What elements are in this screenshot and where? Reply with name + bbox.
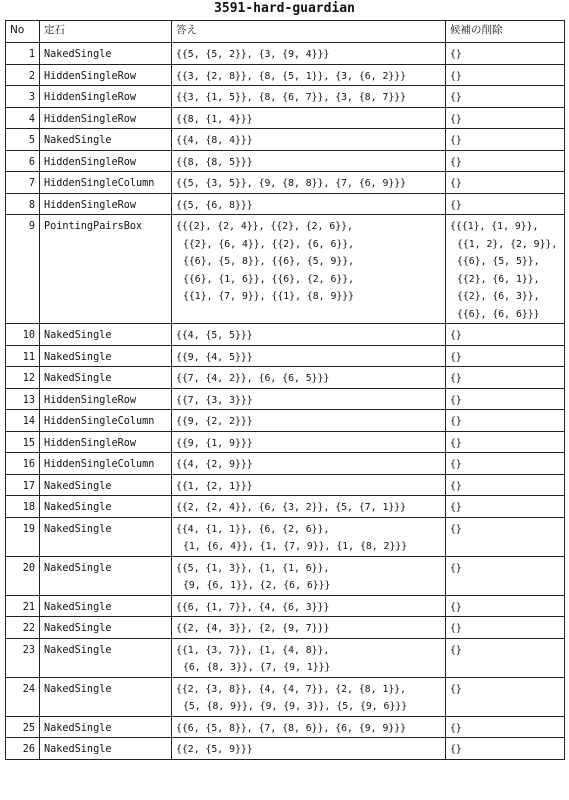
step-number: 3 [6, 86, 40, 108]
technique-name: NakedSingle [40, 43, 172, 65]
removal-cell [446, 496, 565, 518]
answer-line: {{4, {5, 5}}} [176, 330, 253, 341]
table-row [6, 367, 565, 389]
answer-line: {{9, {1, 9}}} [176, 437, 253, 449]
answer-cell [172, 107, 446, 129]
step-number: 21 [6, 595, 40, 617]
answer-cell [172, 367, 446, 389]
answer-cell [172, 388, 446, 410]
table-row [6, 474, 565, 496]
answer-cell [172, 617, 446, 639]
table-row [6, 107, 565, 129]
answer-line: {{2}, {6, 4}}, {{2}, {6, 6}}, [183, 238, 355, 250]
removal-line: {} [450, 722, 462, 734]
answer-cell [172, 215, 446, 324]
answer-line: {{1}, {7, 9}}, {{1}, {8, 9}}} [183, 291, 355, 302]
removal-line: {} [450, 437, 462, 449]
answer-cell [172, 324, 446, 346]
removal-cell [446, 345, 565, 367]
answer-line: {{5, {3, 5}}, {9, {8, 8}}, {7, {6, 9}}} [176, 178, 407, 189]
step-number: 2 [6, 64, 40, 86]
technique-name: HiddenSingleColumn [40, 410, 172, 432]
answer-line: {{6, {5, 8}}, {7, {8, 6}}, {6, {9, 9}}} [176, 722, 407, 734]
answer-cell [172, 453, 446, 475]
removal-line: {} [450, 459, 462, 470]
removal-cell [446, 107, 565, 129]
answer-cell [172, 172, 446, 194]
step-number: 19 [6, 517, 40, 556]
table-row [6, 215, 565, 324]
column-header-no: No [6, 21, 40, 43]
answer-cell [172, 738, 446, 760]
step-number: 23 [6, 638, 40, 677]
technique-name: HiddenSingleColumn [40, 172, 172, 194]
removal-line: {} [450, 199, 462, 211]
table-row [6, 431, 565, 453]
answer-cell [172, 716, 446, 738]
answer-cell [172, 345, 446, 367]
table-row [6, 64, 565, 86]
step-number: 25 [6, 716, 40, 738]
removal-cell [446, 86, 565, 108]
answer-cell [172, 129, 446, 151]
removal-cell [446, 638, 565, 677]
technique-name: PointingPairsBox [40, 215, 172, 324]
removal-line: {} [450, 113, 462, 125]
removal-line: {} [450, 135, 462, 146]
removal-line: {{2}, {6, 1}}, [457, 273, 540, 285]
answer-line: {{9, {4, 5}}} [176, 351, 253, 363]
technique-name: NakedSingle [40, 324, 172, 346]
technique-name: NakedSingle [40, 677, 172, 716]
removal-cell [446, 193, 565, 215]
removal-cell [446, 474, 565, 496]
removal-line: {} [450, 502, 462, 513]
technique-name: HiddenSingleRow [40, 64, 172, 86]
removal-cell [446, 716, 565, 738]
technique-name: HiddenSingleRow [40, 193, 172, 215]
removal-cell [446, 324, 565, 346]
technique-name: NakedSingle [40, 129, 172, 151]
removal-line: {} [450, 416, 462, 427]
answer-line: {{1, {3, 7}}, {1, {4, 8}}, [176, 644, 330, 656]
removal-line: {{6}, {5, 5}}, [457, 256, 540, 267]
answer-cell [172, 556, 446, 595]
column-header-technique: 定石 [40, 21, 172, 43]
removal-line: {} [450, 373, 462, 384]
technique-name: HiddenSingleColumn [40, 453, 172, 475]
removal-line: {} [450, 623, 462, 634]
removal-line: {} [450, 683, 462, 695]
answer-line: {{5, {5, 2}}, {3, {9, 4}}} [176, 49, 330, 60]
column-header-removal: 候補の削除 [446, 21, 565, 43]
technique-name: HiddenSingleRow [40, 150, 172, 172]
answer-line: {{8, {1, 4}}} [176, 113, 253, 125]
answer-cell [172, 150, 446, 172]
removal-cell [446, 431, 565, 453]
technique-name: HiddenSingleRow [40, 86, 172, 108]
answer-line: {{1, {2, 1}}} [176, 480, 253, 492]
removal-line: {{1, 2}, {2, 9}}, [457, 238, 558, 250]
technique-name: NakedSingle [40, 474, 172, 496]
answer-cell [172, 517, 446, 556]
table-row [6, 496, 565, 518]
solution-steps-table [5, 20, 565, 760]
answer-line: {{2, {3, 8}}, {4, {4, 7}}, {2, {8, 1}}, [176, 683, 407, 695]
table-row [6, 172, 565, 194]
answer-line: {{4, {2, 9}}} [176, 459, 253, 470]
answer-line: {{7, {3, 3}}} [176, 394, 253, 406]
answer-line: {{3, {1, 5}}, {8, {6, 7}}, {3, {8, 7}}} [176, 92, 407, 103]
removal-cell [446, 556, 565, 595]
removal-line: {} [450, 351, 462, 363]
answer-cell [172, 64, 446, 86]
removal-line: {{{1}, {1, 9}}, [450, 221, 539, 232]
step-number: 4 [6, 107, 40, 129]
answer-line: {{8, {8, 5}}} [176, 156, 253, 168]
answer-line: {{2, {2, 4}}, {6, {3, 2}}, {5, {7, 1}}} [176, 502, 407, 513]
answer-line: {1, {6, 4}}, {1, {7, 9}}, {1, {8, 2}}} [183, 541, 408, 552]
removal-line: {} [450, 156, 462, 168]
answer-cell [172, 43, 446, 65]
table-row [6, 638, 565, 677]
removal-line: {} [450, 562, 462, 574]
removal-cell [446, 453, 565, 475]
removal-cell [446, 43, 565, 65]
answer-line: {{7, {4, 2}}, {6, {6, 5}}} [176, 373, 330, 384]
answer-line: {6, {8, 3}}, {7, {9, 1}}} [183, 662, 331, 673]
technique-name: HiddenSingleRow [40, 107, 172, 129]
step-number: 13 [6, 388, 40, 410]
removal-cell [446, 64, 565, 86]
technique-name: HiddenSingleRow [40, 388, 172, 410]
removal-line: {} [450, 178, 462, 189]
step-number: 8 [6, 193, 40, 215]
table-body [6, 43, 565, 760]
step-number: 16 [6, 453, 40, 475]
table-row [6, 556, 565, 595]
removal-cell [446, 150, 565, 172]
removal-line: {} [450, 480, 462, 492]
table-row [6, 617, 565, 639]
table-row [6, 324, 565, 346]
answer-cell [172, 595, 446, 617]
step-number: 9 [6, 215, 40, 324]
step-number: 12 [6, 367, 40, 389]
answer-line: {{6, {1, 7}}, {4, {6, 3}}} [176, 601, 330, 613]
table-row [6, 345, 565, 367]
table-row [6, 677, 565, 716]
removal-line: {} [450, 70, 462, 82]
technique-name: NakedSingle [40, 617, 172, 639]
technique-name: NakedSingle [40, 345, 172, 367]
removal-cell [446, 410, 565, 432]
removal-line: {{2}, {6, 3}}, [457, 291, 540, 302]
table-row [6, 517, 565, 556]
removal-cell [446, 172, 565, 194]
removal-line: {{6}, {6, 6}}} [457, 308, 540, 320]
table-row [6, 193, 565, 215]
step-number: 22 [6, 617, 40, 639]
technique-name: NakedSingle [40, 738, 172, 760]
step-number: 1 [6, 43, 40, 65]
answer-line: {5, {8, 9}}, {9, {9, 3}}, {5, {9, 6}}} [183, 701, 408, 712]
answer-line: {{4, {1, 1}}, {6, {2, 6}}, [176, 523, 330, 535]
technique-name: NakedSingle [40, 517, 172, 556]
answer-cell [172, 474, 446, 496]
answer-line: {{6}, {5, 8}}, {{6}, {5, 9}}, [183, 256, 355, 267]
step-number: 20 [6, 556, 40, 595]
answer-cell [172, 410, 446, 432]
step-number: 26 [6, 738, 40, 760]
removal-cell [446, 595, 565, 617]
removal-cell [446, 617, 565, 639]
removal-cell [446, 129, 565, 151]
removal-cell [446, 517, 565, 556]
removal-cell [446, 215, 565, 324]
table-row [6, 453, 565, 475]
removal-cell [446, 677, 565, 716]
answer-line: {{4, {8, 4}}} [176, 135, 253, 146]
step-number: 5 [6, 129, 40, 151]
answer-line: {{5, {1, 3}}, {1, {1, 6}}, [176, 562, 330, 574]
step-number: 14 [6, 410, 40, 432]
technique-name: NakedSingle [40, 716, 172, 738]
answer-cell [172, 638, 446, 677]
removal-line: {} [450, 49, 462, 60]
step-number: 11 [6, 345, 40, 367]
column-header-answer: 答え [172, 21, 446, 43]
answer-line: {{9, {2, 2}}} [176, 416, 253, 427]
removal-line: {} [450, 92, 462, 103]
table-row [6, 129, 565, 151]
removal-line: {} [450, 330, 462, 341]
step-number: 10 [6, 324, 40, 346]
technique-name: NakedSingle [40, 595, 172, 617]
technique-name: NakedSingle [40, 556, 172, 595]
step-number: 24 [6, 677, 40, 716]
removal-cell [446, 738, 565, 760]
answer-line: {{2, {4, 3}}, {2, {9, 7}}} [176, 623, 330, 634]
answer-cell [172, 677, 446, 716]
removal-line: {} [450, 523, 462, 535]
answer-cell [172, 431, 446, 453]
technique-name: NakedSingle [40, 638, 172, 677]
answer-line: {{6}, {1, 6}}, {{6}, {2, 6}}, [183, 273, 355, 285]
step-number: 6 [6, 150, 40, 172]
answer-line: {{5, {6, 8}}} [176, 199, 253, 211]
answer-line: {{3, {2, 8}}, {8, {5, 1}}, {3, {6, 2}}} [176, 70, 407, 82]
removal-line: {} [450, 394, 462, 406]
step-number: 18 [6, 496, 40, 518]
step-number: 15 [6, 431, 40, 453]
answer-line: {9, {6, 1}}, {2, {6, 6}}} [183, 580, 331, 591]
table-row [6, 716, 565, 738]
technique-name: HiddenSingleRow [40, 431, 172, 453]
table-header-row [6, 21, 565, 43]
table-row [6, 738, 565, 760]
removal-line: {} [450, 744, 462, 755]
table-row [6, 150, 565, 172]
table-row [6, 410, 565, 432]
table-row [6, 595, 565, 617]
table-row [6, 43, 565, 65]
page-title: 3591-hard-guardian [214, 1, 355, 16]
removal-cell [446, 388, 565, 410]
answer-cell [172, 193, 446, 215]
removal-line: {} [450, 644, 462, 656]
answer-cell [172, 86, 446, 108]
answer-line: {{2, {5, 9}}} [176, 744, 253, 755]
step-number: 17 [6, 474, 40, 496]
removal-cell [446, 367, 565, 389]
technique-name: NakedSingle [40, 367, 172, 389]
step-number: 7 [6, 172, 40, 194]
table-row [6, 388, 565, 410]
technique-name: NakedSingle [40, 496, 172, 518]
answer-line: {{{2}, {2, 4}}, {{2}, {2, 6}}, [176, 221, 353, 232]
removal-line: {} [450, 601, 462, 613]
answer-cell [172, 496, 446, 518]
table-row [6, 86, 565, 108]
